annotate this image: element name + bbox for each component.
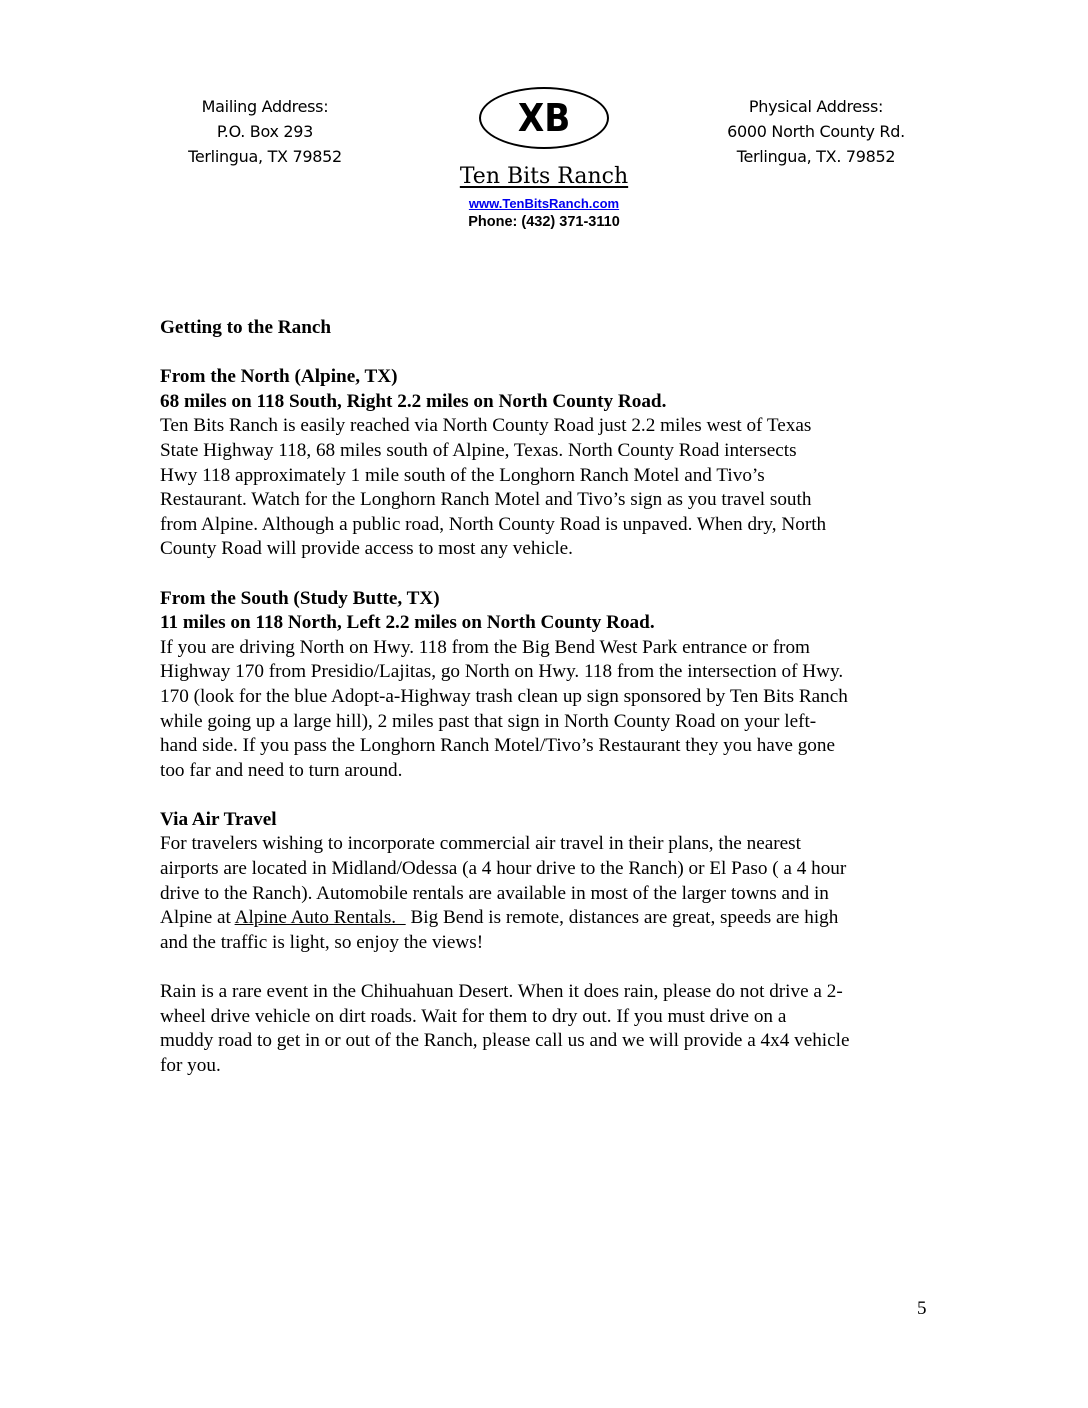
north-heading: From the North (Alpine, TX) bbox=[160, 366, 398, 388]
air-line: For travelers wishing to incorporate commercial air travel in their plans, the nearest bbox=[160, 833, 801, 855]
north-line: Hwy 118 approximately 1 mile south of the Longhorn Ranch Motel and Tivo’s bbox=[160, 464, 765, 486]
north-summary: 68 miles on 118 South, Right 2.2 miles on North County Road. bbox=[160, 390, 667, 412]
south-heading: From the South (Study Butte, TX) bbox=[160, 587, 440, 609]
rain-line: muddy road to get in or out of the Ranch, please call us and we will provide a 4x4 vehicle bbox=[160, 1030, 850, 1052]
north-line: County Road will provide access to most any vehicle. bbox=[160, 538, 573, 560]
air-line bbox=[160, 906, 940, 931]
south-line: hand side. If you pass the Longhorn Ranch Motel/Tivo’s Restaurant they you have gone bbox=[160, 735, 836, 757]
xb-logo bbox=[479, 87, 609, 149]
alpine-auto-rentals-link[interactable]: Alpine Auto Rentals. bbox=[234, 907, 406, 929]
south-line: too far and need to turn around. bbox=[160, 759, 403, 781]
physical-address-line1: 6000 North County Rd. bbox=[727, 122, 905, 141]
physical-address bbox=[686, 94, 946, 169]
mailing-address-line2: Terlingua, TX 79852 bbox=[188, 147, 342, 166]
website-link[interactable]: www.TenBitsRanch.com bbox=[468, 196, 620, 211]
page-number: 5 bbox=[917, 1298, 927, 1319]
south-line: 170 (look for the blue Adopt-a-Highway trash clean up sign sponsored by Ten Bits Ranch bbox=[160, 685, 848, 707]
north-line: Ten Bits Ranch is easily reached via North County Road just 2.2 miles west of Texas bbox=[160, 415, 812, 437]
air-line4-pre: Alpine at bbox=[160, 907, 235, 929]
phone-number: Phone: (432) 371-3110 bbox=[468, 214, 620, 230]
rain-line: wheel drive vehicle on dirt roads. Wait for them to dry out. If you must drive on a bbox=[160, 1005, 787, 1027]
physical-address-title: Physical Address: bbox=[748, 97, 884, 116]
ranch-name: Ten Bits Ranch bbox=[459, 164, 629, 189]
south-line: while going up a large hill), 2 miles past that sign in North County Road on your left- bbox=[160, 710, 817, 732]
rain-line: for you. bbox=[160, 1054, 221, 1076]
air-line: airports are located in Midland/Odessa (a 4 hour drive to the Ranch) or El Paso ( a 4 hour bbox=[160, 858, 847, 880]
air-line: drive to the Ranch). Automobile rentals are available in most of the larger towns and in bbox=[160, 882, 829, 904]
north-line: from Alpine. Although a public road, North County Road is unpaved. When dry, North bbox=[160, 513, 827, 535]
section-title: Getting to the Ranch bbox=[160, 317, 332, 338]
mailing-address-title: Mailing Address: bbox=[201, 97, 329, 116]
rain-line: Rain is a rare event in the Chihuahuan Desert. When it does rain, please do not drive a 2- bbox=[160, 981, 843, 1003]
mailing-address bbox=[135, 94, 395, 169]
north-line: Restaurant. Watch for the Longhorn Ranch Motel and Tivo’s sign as you travel south bbox=[160, 489, 812, 511]
south-line: If you are driving North on Hwy. 118 from the Big Bend West Park entrance or from bbox=[160, 636, 810, 658]
physical-address-line2: Terlingua, TX. 79852 bbox=[736, 147, 896, 166]
air-line4-post: Big Bend is remote, distances are great, speeds are high bbox=[405, 907, 839, 929]
air-heading: Via Air Travel bbox=[160, 808, 277, 830]
air-line: and the traffic is light, so enjoy the views! bbox=[160, 931, 484, 953]
document-body bbox=[160, 316, 940, 1078]
north-line: State Highway 118, 68 miles south of Alpine, Texas. North County Road intersects bbox=[160, 439, 797, 461]
mailing-address-line1: P.O. Box 293 bbox=[216, 122, 314, 141]
logo-text: XB bbox=[517, 96, 571, 140]
south-summary: 11 miles on 118 North, Left 2.2 miles on North County Road. bbox=[160, 612, 655, 634]
south-line: Highway 170 from Presidio/Lajitas, go North on Hwy. 118 from the intersection of Hwy. bbox=[160, 661, 844, 683]
